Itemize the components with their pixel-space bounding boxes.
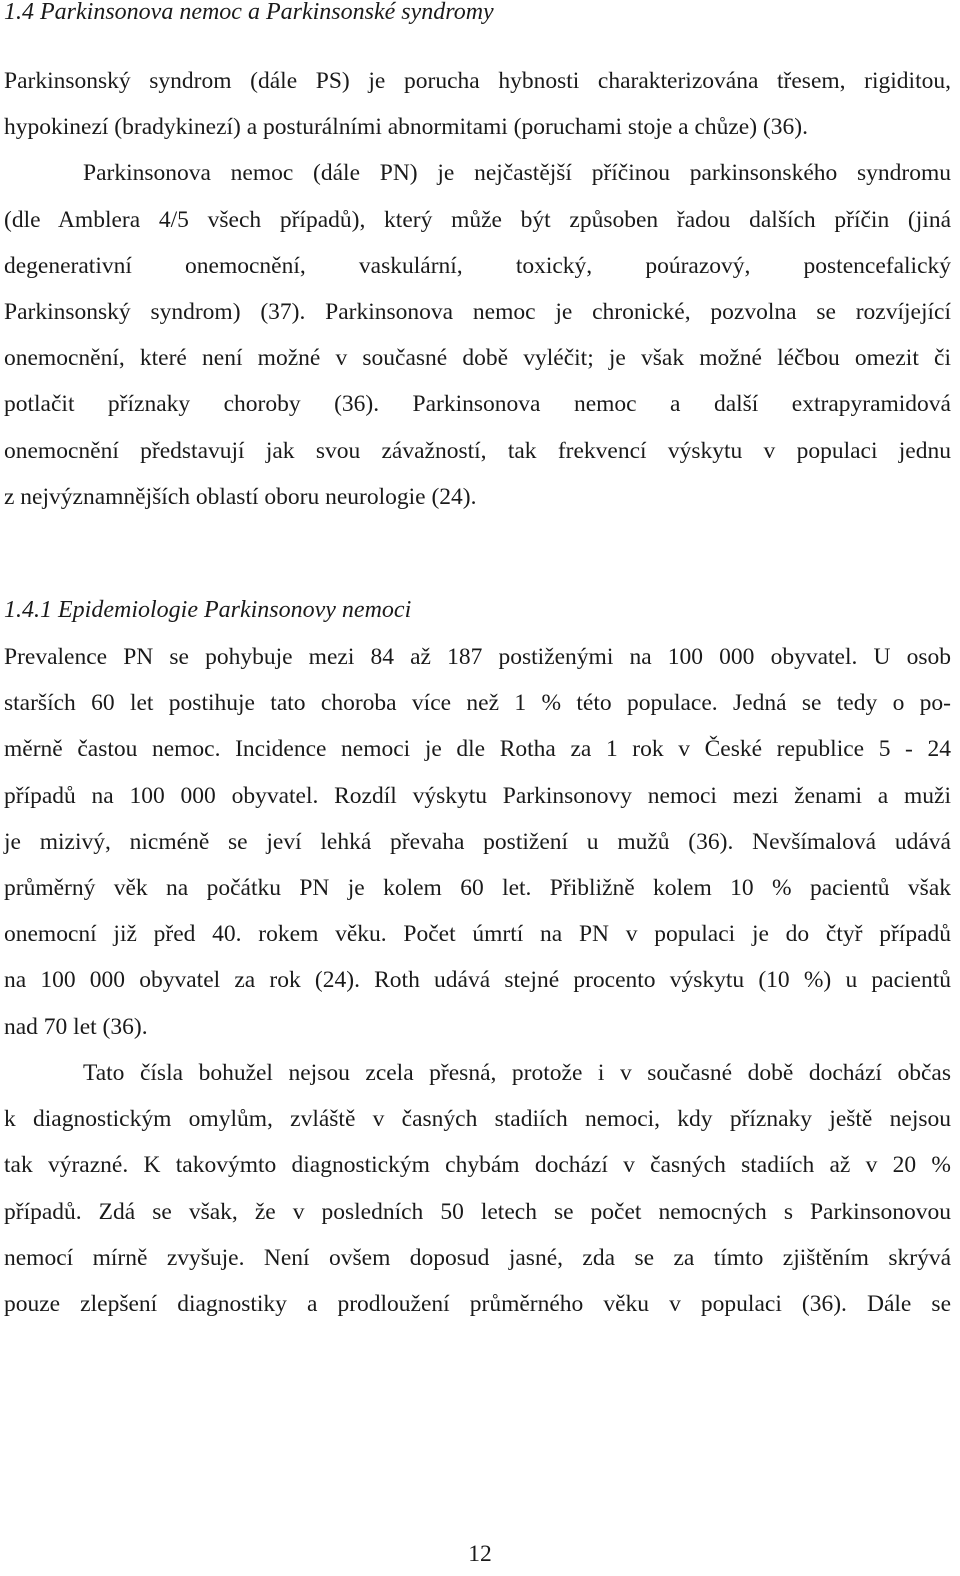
text-line: nad 70 let (36). [4, 1013, 148, 1040]
text-line: případů na 100 000 obyvatel. Rozdíl výskytu Parkinsonovy nemoci mezi ženami a muži [4, 782, 951, 809]
section-heading: 1.4 Parkinsonova nemoc a Parkinsonské syndromy [4, 0, 494, 25]
text-line: je mizivý, nicméně se jeví lehká převaha postižení u mužů (36). Nevšímalová udává [4, 828, 951, 855]
text-line: potlačit příznaky choroby (36). Parkinsonova nemoc a další extrapyramidová [4, 391, 951, 418]
text-line: pouze zlepšení diagnostiky a prodloužení průměrného věku v populaci (36). Dále se [4, 1290, 951, 1317]
text-line: z nejvýznamnějších oblastí oboru neurologie (24). [4, 483, 477, 510]
text-line: Parkinsonský syndrom) (37). Parkinsonova nemoc je chronické, pozvolna se rozvíjející [4, 298, 951, 325]
paragraph-epidemiology [4, 634, 951, 1050]
text-line: degenerativní onemocnění, vaskulární, toxický, poúrazový, postencefalický [4, 252, 951, 279]
text-line: k diagnostickým omylům, zvláště v časných stadiích nemoci, kdy příznaky ještě nejsou [4, 1106, 951, 1133]
text-line: (dle Amblera 4/5 všech případů), který může být způsoben řadou dalších příčin (jiná [4, 206, 951, 233]
text-line: na 100 000 obyvatel za rok (24). Roth udává stejné procento výskytu (10 %) u pacientů [4, 967, 951, 994]
text-line: Tato čísla bohužel nejsou zcela přesná, protože i v současné době dochází občas [83, 1060, 951, 1086]
text-line: nemocí mírně zvyšuje. Není ovšem doposud jasné, zda se za tímto zjištěním skrývá [4, 1244, 951, 1271]
text-line: Parkinsonova nemoc (dále PN) je nejčastější příčinou parkinsonského syndromu [83, 160, 951, 187]
text-line: starších 60 let postihuje tato choroba více než 1 % této populace. Jedná se tedy o po- [4, 690, 951, 717]
text-line: onemocní již před 40. rokem věku. Počet úmrtí na PN v populaci je do čtyř případů [4, 921, 951, 948]
text-line: měrně častou nemoc. Incidence nemoci je dle Rotha za 1 rok v České republice 5 - 24 [4, 736, 951, 763]
text-line: tak výrazné. K takovýmto diagnostickým chybám dochází v časných stadiích až v 20 % [4, 1152, 951, 1179]
paragraph-diagnostic-errors [4, 1050, 951, 1327]
text-line: onemocnění, které není možné v současné době vyléčit; je však možné léčbou omezit či [4, 345, 951, 372]
text-line: hypokinezí (bradykinezí) a posturálními abnormitami (poruchami stoje a chůze) (36). [4, 114, 808, 141]
text-line: případů. Zdá se však, že v posledních 50 letech se počet nemocných s Parkinsonovou [4, 1198, 951, 1225]
text-line: Parkinsonský syndrom (dále PS) je porucha hybnosti charakterizována třesem, rigiditou, [4, 68, 951, 94]
subsection-heading: 1.4.1 Epidemiologie Parkinsonovy nemoci [4, 597, 412, 623]
text-line: Prevalence PN se pohybuje mezi 84 až 187 postiženými na 100 000 obyvatel. U osob [4, 644, 951, 670]
paragraph-definition [4, 58, 951, 520]
text-line: onemocnění představují jak svou závažností, tak frekvencí výskytu v populaci jednu [4, 437, 951, 464]
text-line: průměrný věk na počátku PN je kolem 60 let. Přibližně kolem 10 % pacientů však [4, 874, 951, 901]
page-number: 12 [468, 1541, 492, 1567]
